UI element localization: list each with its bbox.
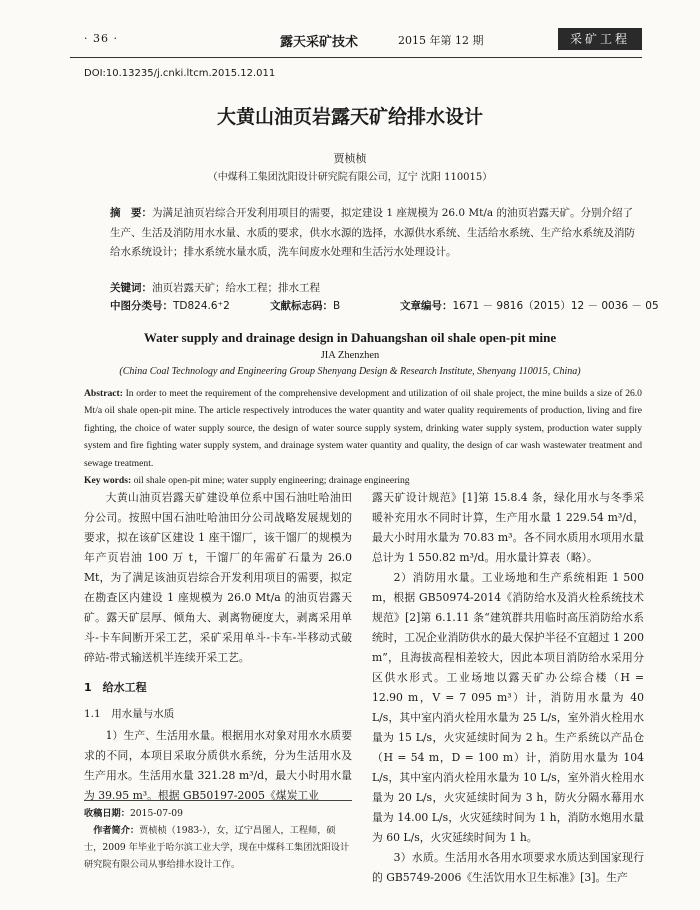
clc-value: TD824.6⁺2	[173, 300, 230, 312]
subsection-heading: 1.1 用水量与水质	[84, 708, 175, 720]
abstract-cn	[110, 204, 638, 263]
body-paragraph: 3）水质。生活用水各用水项要求水质达到国家现行的 GB5749-2006《生活饮用水卫生标准》[3]。生产	[372, 851, 644, 884]
abstract-en	[84, 385, 642, 489]
affiliation-en: (China Coal Technology and Engineering Group Shenyang Design & Research Institute, Shenyang 110015, China)	[119, 366, 581, 377]
keywords-en-label: Key words:	[84, 475, 132, 487]
doc-code-value: B	[333, 300, 341, 312]
article-no-value: 1671 － 9816（2015）12 － 0036 － 05	[452, 300, 659, 312]
author-bio: 贾桢桢（1983-），女，辽宁昌图人，工程师，硕士，2009 年毕业于哈尔滨工业大学，现在中煤科工集团沈阳设计研究院有限公司从事给排水设计工作。	[84, 825, 350, 870]
article-no-label: 文章编号：	[400, 300, 453, 312]
body-paragraph: 大黄山油页岩露天矿建设单位系中国石油吐哈油田分公司。按照中国石油吐哈油田分公司战略发展规划的要求，拟在该矿区建设 1 座干馏厂，该干馏厂的规模为年产页岩油 100 万 t，干馏厂的年需矿石量为 26.0 Mt，为了满足该油页岩综合开发利用项目的需要，拟定在勘查区内建设 1 座规模为 26.0 Mt/a 的油页岩露天矿。露天矿层厚、倾角大、剥离物硬度大，剥离采用单斗-卡车间断开采工艺，采矿采用单斗-卡车-半移动式破碎站-带式输送机半连续开采工艺。	[84, 491, 352, 664]
clc-label: 中图分类号：	[110, 300, 173, 312]
keywords-cn-text: 油页岩露天矿；给水工程；排水工程	[152, 282, 320, 294]
affiliation: （中煤科工集团沈阳设计研究院有限公司，辽宁 沈阳 110015）	[207, 172, 493, 183]
header-rule	[70, 57, 642, 58]
column-badge: 采矿工程	[558, 28, 642, 50]
section-heading: 1 给水工程	[84, 681, 147, 694]
body-paragraph: 2）消防用水量。工业场地和生产系统相距 1 500 m，根据 GB50974-2014《消防给水及消火栓系统技术规范》[2]第 6.1.11 条“建筑群共用临时高压消防给水系统时，工况企业消防供水的最大保护半径不宜超过 1 200 m”，且海拔高程相差较大，因此本项目消防给水采用分区供水形式。工业场地以露天矿办公综合楼（H = 12.90 m，V = 7 095 m³）计，消防用水量为 40 L/s，其中室内消火栓用水量为 25 L/s，室外消火栓用水量为 15 L/s，火灾延续时间为 2 h。生产系统以产品仓（H = 54 m，D = 100 m）计，消防用水量为 104 L/s，其中室内消火栓用水量为 10 L/s，室外消火栓用水量为 20 L/s，火灾延续时间为 3 h，防火分隔水幕用水量为 14.00 L/s，火灾延续时间为 1 h，消防水炮用水量为 60 L/s，火灾延续时间为 1 h。	[372, 571, 644, 844]
body-column-left	[84, 488, 352, 806]
abstract-en-label: Abstract:	[84, 388, 123, 399]
received-label: 收稿日期：	[84, 808, 130, 819]
classification-line	[110, 298, 659, 314]
author: 贾桢桢	[333, 152, 367, 165]
paper-title-en: Water supply and drainage design in Dahuangshan oil shale open-pit mine	[143, 330, 557, 345]
journal-name: 露天采矿技术	[280, 35, 359, 50]
body-column-right	[372, 488, 644, 888]
received-date: 2015-07-09	[129, 808, 183, 819]
abstract-cn-text: 为满足油页岩综合开发利用项目的需要，拟定建设 1 座规模为 26.0 Mt/a 的油页岩露天矿。分别介绍了生产、生活及消防用水水量、水质的要求，供水水源的选择，水源供水系统、生活给水系统、生产给水系统及消防给水系统设计；排水系统水量水质，洗车间废水处理和生活污水处理设计。	[110, 207, 635, 258]
footnote	[84, 800, 352, 873]
paper-title: 大黄山油页岩露天矿给排水设计	[216, 106, 483, 128]
doi[interactable]: DOI:10.13235/j.cnki.ltcm.2015.12.011	[84, 68, 276, 79]
running-header	[84, 30, 642, 52]
body-paragraph: 1）生产、生活用水量。根据用水对象对用水水质要求的不同，本项目采取分质供水系统，分为生活用水及生产用水。生活用水量 321.28 m³/d，最大小时用水量为 39.95 m³。根据 GB50197-2005《煤炭工业	[84, 729, 352, 802]
abstract-cn-label: 摘 要：	[110, 207, 152, 219]
issue-label: 2015 年第 12 期	[398, 34, 484, 47]
keywords-en-text: oil shale open-pit mine; water supply engineering; drainage engineering	[133, 475, 410, 487]
page-number: · 36 ·	[84, 32, 118, 45]
doc-code-label: 文献标志码：	[270, 300, 333, 312]
bio-label: 作者简介：	[93, 825, 140, 836]
keywords-cn-label: 关键词：	[110, 282, 152, 294]
keywords-cn	[110, 280, 638, 295]
abstract-en-text: In order to meet the requirement of the comprehensive development and utilization of oil shale project, the mine builds a size of 26.0 Mt/a oil shale open-pit mine. The article respectively introduces the water quantity and water quality requirements of production, living and fire fighting, the choice of water supply source, the design of water source supply system, drinking water supply system, production water supply system and fire fighting water supply system, and drainage system water quantity and quality, the design of car wash wastewater treatment and sewage treatment.	[84, 388, 642, 469]
body-paragraph: 露天矿设计规范》[1]第 15.8.4 条，绿化用水与冬季采暖补充用水不同时计算，生产用水量 1 229.54 m³/d，最大小时用水量为 70.83 m³。各不同水质用水项用水量总计为 1 550.82 m³/d。用水量计算表（略）。	[372, 491, 644, 564]
author-en: JIA Zhenzhen	[320, 350, 380, 361]
